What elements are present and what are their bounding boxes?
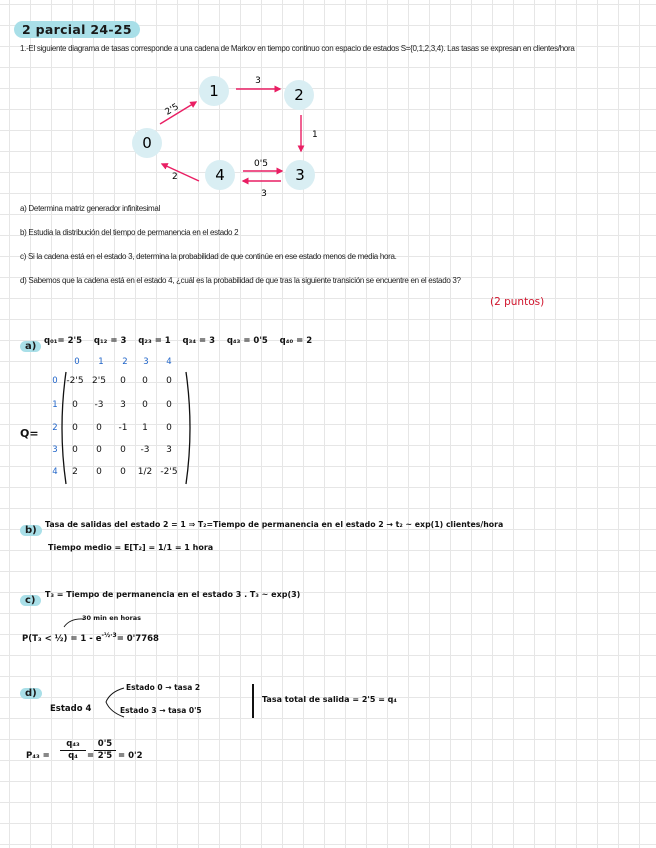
answer-d-state: Estado 4 bbox=[50, 704, 92, 714]
node-label-4: 4 bbox=[215, 166, 225, 184]
matrix-cell: 0 bbox=[142, 400, 148, 410]
rate-label-0-1: 2'5 bbox=[163, 102, 181, 118]
matrix-body bbox=[65, 376, 195, 486]
matrix-cell: 0 bbox=[96, 423, 102, 433]
col-header: 1 bbox=[98, 357, 104, 367]
matrix-cell: 0 bbox=[96, 467, 102, 477]
answer-b-label-wrap bbox=[20, 518, 42, 537]
answer-a-rates: q₀₁= 2'5 q₁₂ = 3 q₂₃ = 1 q₃₄ = 3 q₄₃ = 0'5 q₄₀ = 2 bbox=[44, 336, 313, 346]
rate-label-4-3: 0'5 bbox=[254, 159, 268, 169]
matrix-cell: 0 bbox=[72, 445, 78, 455]
answer-d-label: d) bbox=[20, 688, 42, 699]
fraction-2 bbox=[94, 739, 116, 761]
row-header: 4 bbox=[52, 467, 58, 477]
question-c: c) Si la cadena está en el estado 3, determina la probabilidad de que continúe en ese estado menos de media hora. bbox=[20, 252, 397, 261]
matrix-cell: -3 bbox=[140, 445, 150, 455]
rate-label-2-3: 1 bbox=[312, 130, 318, 140]
node-label-1: 1 bbox=[209, 82, 219, 100]
formula-result: = 0'7768 bbox=[116, 633, 159, 644]
answer-d-p-label: P₄₃ = bbox=[26, 751, 50, 761]
formula-left: P(T₃ < ½) = 1 - e bbox=[22, 633, 102, 644]
matrix-cell: 0 bbox=[72, 423, 78, 433]
answer-d-total: Tasa total de salida = 2'5 = q₄ bbox=[262, 695, 397, 704]
col-header: 4 bbox=[166, 357, 172, 367]
problem-statement: 1.-El siguiente diagrama de tasas corresponde a una cadena de Markov en tiempo continuo con espacio de estados S={0,1,2,3,4). Las tasas se expresan en clientes/hora bbox=[20, 44, 575, 53]
matrix-cell: 2 bbox=[72, 467, 78, 477]
answer-c-note: 30 min en horas bbox=[82, 614, 142, 622]
row-header: 1 bbox=[52, 400, 58, 410]
matrix-cell: 3 bbox=[166, 445, 172, 455]
separator-line bbox=[252, 684, 254, 718]
page-title: 2 parcial 24-25 bbox=[14, 21, 140, 38]
matrix-cell: 0 bbox=[142, 376, 148, 386]
matrix-name: Q= bbox=[20, 427, 39, 440]
matrix-cell: 0 bbox=[72, 400, 78, 410]
rate-label-1-2: 3 bbox=[255, 76, 261, 86]
matrix-cell: -1 bbox=[118, 423, 128, 433]
rate-label-4-0: 2 bbox=[172, 172, 178, 182]
node-label-2: 2 bbox=[294, 86, 304, 104]
answer-a-label: a) bbox=[20, 341, 41, 352]
fraction-2-den: 2'5 bbox=[97, 751, 113, 761]
question-a: a) Determina matriz generador infinitesimal bbox=[20, 204, 161, 213]
matrix-cell: -3 bbox=[94, 400, 104, 410]
matrix-cell: 0 bbox=[120, 376, 126, 386]
answer-b-label: b) bbox=[20, 525, 42, 536]
rate-label-3-4: 3 bbox=[261, 189, 267, 199]
answer-b-line1: Tasa de salidas del estado 2 = 1 ⇒ T₂=Tiempo de permanencia en el estado 2 → t₂ ~ exp(1) clientes/hora bbox=[45, 520, 504, 529]
answer-d-branch2: Estado 3 → tasa 0'5 bbox=[120, 706, 202, 715]
matrix-cell: 0 bbox=[166, 400, 172, 410]
matrix-cell: 0 bbox=[120, 467, 126, 477]
row-header: 2 bbox=[52, 423, 58, 433]
col-header: 3 bbox=[143, 357, 149, 367]
matrix-cell: 1 bbox=[142, 423, 148, 433]
equals-sign: = bbox=[87, 751, 95, 761]
question-b: b) Estudia la distribución del tiempo de permanencia en el estado 2 bbox=[20, 228, 239, 237]
formula-exponent: -½·3 bbox=[101, 632, 117, 639]
answer-c-label-wrap bbox=[20, 588, 41, 607]
fraction-1-num: q₄₃ bbox=[60, 739, 86, 751]
matrix-cell: 0 bbox=[120, 445, 126, 455]
points-note: (2 puntos) bbox=[490, 296, 545, 308]
answer-c-line1: T₃ = Tiempo de permanencia en el estado 3 . T₃ ~ exp(3) bbox=[45, 590, 301, 599]
node-label-3: 3 bbox=[295, 166, 305, 184]
question-d: d) Sabemos que la cadena está en el estado 4, ¿cuál es la probabilidad de que tras la siguiente transición se encuentre en el estado 3? bbox=[20, 276, 461, 285]
answer-d-branch1: Estado 0 → tasa 2 bbox=[126, 683, 201, 692]
matrix-cell: -2'5 bbox=[66, 376, 84, 386]
answer-d-label-wrap bbox=[20, 681, 42, 700]
edge-4-0 bbox=[162, 164, 199, 181]
matrix-cell: 0 bbox=[166, 423, 172, 433]
row-header: 3 bbox=[52, 445, 58, 455]
row-header: 0 bbox=[52, 376, 58, 386]
answer-b-line2: Tiempo medio = E[T₂] = 1/1 = 1 hora bbox=[48, 543, 214, 552]
col-header: 0 bbox=[74, 357, 80, 367]
matrix-cell: -2'5 bbox=[160, 467, 178, 477]
fraction-1-den: q₄ bbox=[68, 751, 78, 761]
matrix-cell: 2'5 bbox=[92, 376, 106, 386]
matrix-cell: 3 bbox=[120, 400, 126, 410]
fraction-1 bbox=[60, 739, 86, 761]
markov-diagram bbox=[0, 0, 656, 210]
fraction-2-num: 0'5 bbox=[94, 739, 116, 751]
note-arrow bbox=[60, 615, 90, 629]
answer-d-result: = 0'2 bbox=[118, 751, 143, 761]
col-header: 2 bbox=[122, 357, 128, 367]
node-label-0: 0 bbox=[142, 134, 152, 152]
answer-c-label: c) bbox=[20, 595, 41, 606]
answer-c-formula bbox=[22, 632, 159, 644]
matrix-cell: 0 bbox=[96, 445, 102, 455]
matrix-cell: 0 bbox=[166, 376, 172, 386]
matrix-cell: 1/2 bbox=[137, 467, 153, 477]
answer-a-label-wrap bbox=[20, 334, 41, 353]
